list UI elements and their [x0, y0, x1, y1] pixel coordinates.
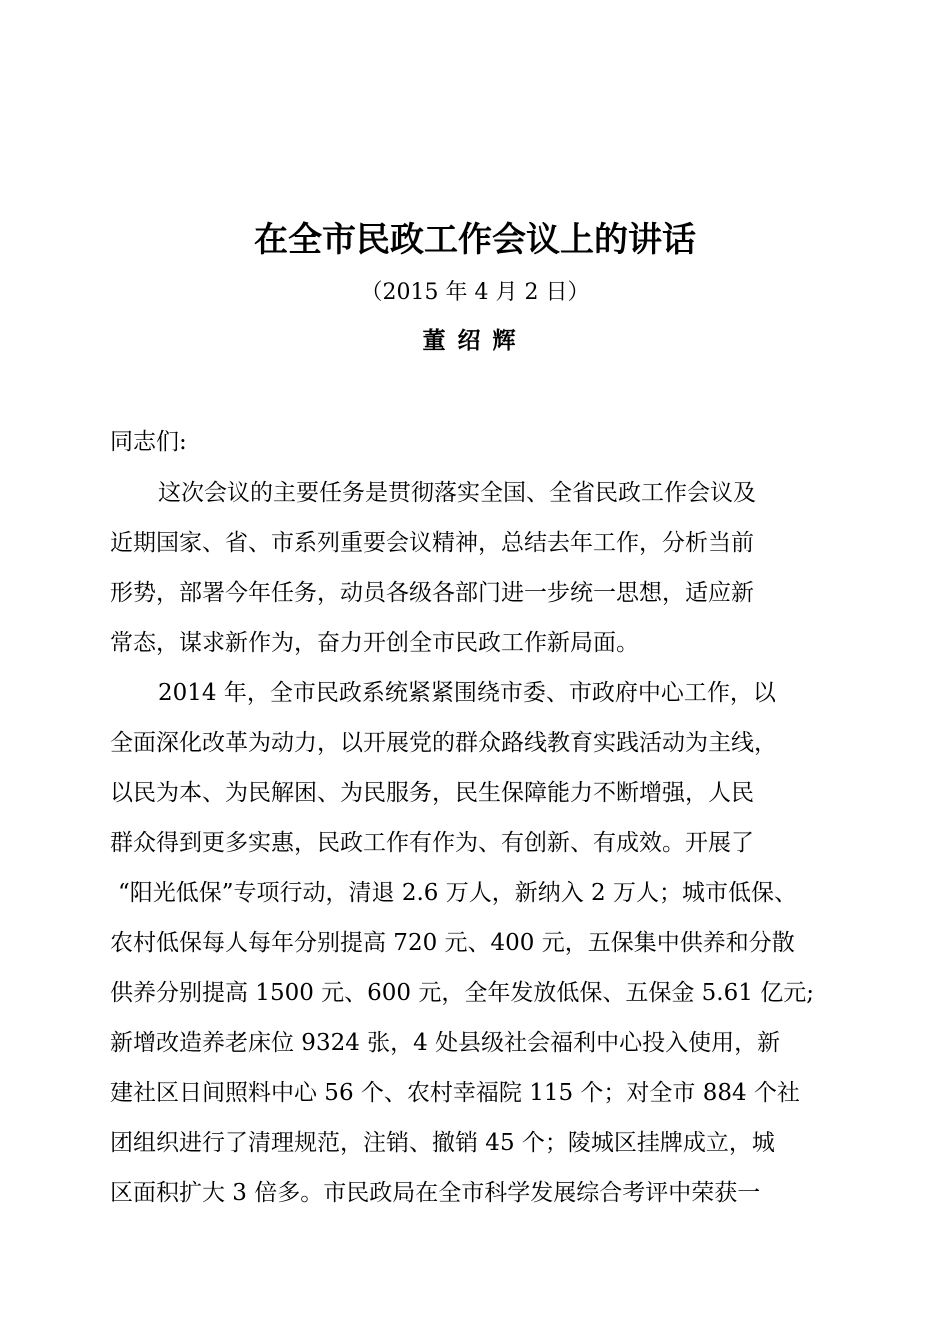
body-line: 这次会议的主要任务是贯彻落实全国、全省民政工作会议及	[158, 480, 756, 506]
body-line: 群众得到更多实惠，民政工作有作为、有创新、有成效。开展了	[110, 830, 754, 856]
document-author: 董绍辉	[422, 327, 528, 354]
body-line: 建社区日间照料中心 56 个、农村幸福院 115 个；对全市 884 个社	[110, 1080, 800, 1106]
body-line: “阳光低保”专项行动，清退 2.6 万人，新纳入 2 万人；城市低保、	[118, 880, 797, 906]
document-date: （2015 年 4 月 2 日）	[360, 280, 590, 305]
body-line: 2014 年，全市民政系统紧紧围绕市委、市政府中心工作，以	[158, 680, 776, 706]
body-line: 农村低保每人每年分别提高 720 元、400 元，五保集中供养和分散	[110, 930, 795, 956]
body-line: 近期国家、省、市系列重要会议精神，总结去年工作，分析当前	[110, 530, 754, 556]
body-line: 供养分别提高 1500 元、600 元，全年发放低保、五保金 5.61 亿元;	[110, 980, 814, 1006]
body-line: 以民为本、为民解困、为民服务，民生保障能力不断增强，人民	[110, 780, 754, 806]
body-line: 形势，部署今年任务，动员各级各部门进一步统一思想，适应新	[110, 580, 754, 606]
document-title: 在全市民政工作会议上的讲话	[254, 220, 696, 260]
body-line: 区面积扩大 3 倍多。市民政局在全市科学发展综合考评中荣获一	[110, 1180, 761, 1206]
body-line: 全面深化改革为动力，以开展党的群众路线教育实践活动为主线，	[110, 730, 777, 756]
salutation: 同志们:	[110, 429, 187, 455]
body-line: 常态，谋求新作为，奋力开创全市民政工作新局面。	[110, 630, 639, 656]
body-line: 团组织进行了清理规范，注销、撤销 45 个；陵城区挂牌成立，城	[110, 1130, 775, 1156]
body-line: 新增改造养老床位 9324 张，4 处县级社会福利中心投入使用，新	[110, 1030, 781, 1056]
